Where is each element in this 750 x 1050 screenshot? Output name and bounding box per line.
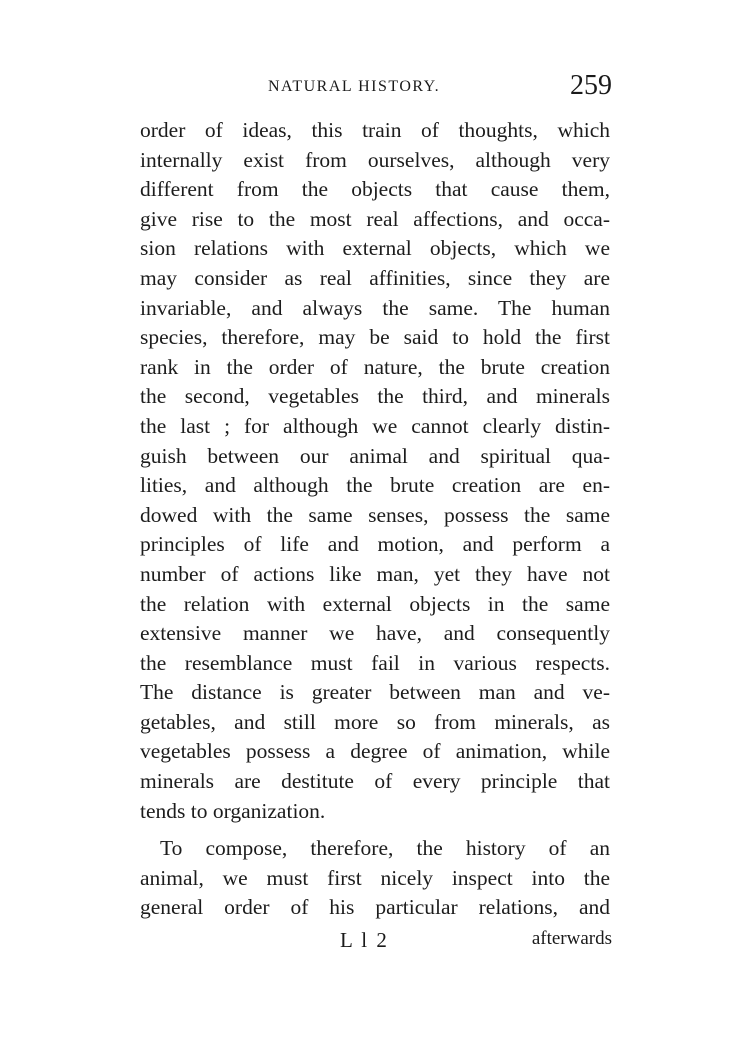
running-head — [140, 70, 620, 110]
text-line: The distance is greater between man and ve- — [140, 680, 610, 705]
text-line: sion relations with external objects, which we — [140, 236, 610, 261]
text-line: vegetables possess a degree of animation, while — [140, 739, 610, 764]
text-line: general order of his particular relations, and — [140, 895, 610, 920]
text-line: dowed with the same senses, possess the same — [140, 502, 610, 527]
text-line: order of ideas, this train of thoughts, which — [140, 118, 610, 142]
text-line: invariable, and always the same. The human — [140, 295, 610, 320]
signature-mark: L l 2 — [340, 928, 389, 952]
text-line: species, therefore, may be said to hold the first — [140, 325, 610, 350]
text-line: getables, and still more so from minerals, as — [140, 709, 610, 734]
text-line: number of actions like man, yet they have not — [140, 561, 610, 586]
text-line: guish between our animal and spiritual qua- — [140, 443, 610, 468]
catchword: afterwards — [531, 928, 612, 949]
paragraph-2 — [140, 834, 610, 923]
text-line: lities, and although the brute creation are en- — [140, 473, 610, 498]
text-line: the relation with external objects in the same — [140, 591, 610, 616]
text-line: internally exist from ourselves, although very — [140, 147, 610, 172]
page-footer — [140, 928, 612, 958]
text-line: tends to organization. — [140, 798, 326, 823]
text-line: minerals are destitute of every principle that — [140, 769, 610, 794]
text-line: the second, vegetables the third, and minerals — [140, 384, 610, 409]
text-line: extensive manner we have, and consequently — [140, 621, 610, 646]
text-line: principles of life and motion, and perform a — [140, 532, 610, 557]
page-number: 259 — [570, 70, 612, 101]
paragraph-1 — [140, 116, 610, 826]
text-line: different from the objects that cause them, — [140, 177, 610, 202]
text-line: give rise to the most real affections, and occa- — [140, 206, 610, 231]
body-text — [140, 116, 610, 923]
text-line: the last ; for although we cannot clearly distin- — [140, 413, 610, 438]
text-line: To compose, therefore, the history of an — [160, 836, 610, 861]
text-line: may consider as real affinities, since they are — [140, 265, 610, 290]
text-line: the resemblance must fail in various respects. — [140, 650, 610, 675]
running-title: NATURAL HISTORY. — [268, 78, 441, 95]
text-line: animal, we must first nicely inspect into the — [140, 865, 610, 890]
text-line: rank in the order of nature, the brute creation — [140, 354, 610, 379]
paragraph-gap — [140, 826, 610, 834]
